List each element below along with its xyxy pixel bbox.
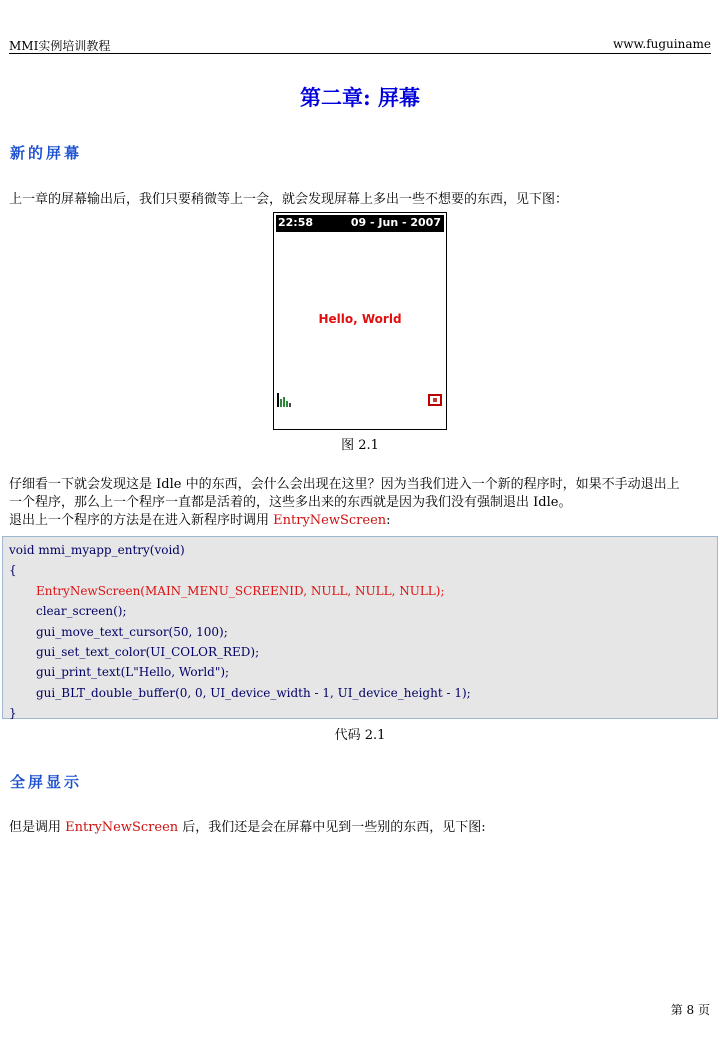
code-line: } <box>9 706 17 721</box>
code-line: { <box>9 563 17 578</box>
phone-screen <box>276 215 444 427</box>
exit-method-text: 退出上一个程序的方法是在进入新程序时调用 <box>9 513 274 528</box>
phone-hello-text: Hello, World <box>318 312 402 326</box>
function-name-entrynewscreen: EntryNewScreen <box>65 820 179 835</box>
header-website: www.fuguiname <box>613 37 711 51</box>
battery-icon <box>428 394 442 406</box>
exit-method-colon: : <box>386 513 391 528</box>
code-caption: 代码 2.1 <box>334 728 386 743</box>
section-heading-full-screen: 全屏显示 <box>10 773 83 791</box>
paragraph-exit-method <box>9 512 713 530</box>
paragraph-explanation <box>9 476 713 530</box>
page-number: 第 8 页 <box>670 1003 710 1017</box>
code-line: gui_print_text(L"Hello, World"); <box>36 665 230 680</box>
code-line: clear_screen(); <box>36 604 127 619</box>
phone-date: 09 - Jun - 2007 <box>350 216 441 229</box>
code-block <box>2 536 718 719</box>
page-header <box>9 37 711 54</box>
section-heading-new-screen: 新的屏幕 <box>10 144 83 162</box>
paragraph-explanation-line1: 仔细看一下就会发现这是 Idle 中的东西，会什么会出现在这里？因为当我们进入一个新的程序时，如果不手动退出上 <box>9 477 680 492</box>
phone-screenshot-figure <box>273 212 447 430</box>
paragraph-explanation-line2: 一个程序，那么上一个程序一直都是活着的，这些多出来的东西就是因为我们没有强制退出 Idle。 <box>9 495 572 510</box>
header-title: MMI实例培训教程 <box>9 39 111 53</box>
code-line-highlighted: EntryNewScreen(MAIN_MENU_SCREENID, NULL, NULL, NULL); <box>36 583 445 598</box>
full-screen-text-a: 但是调用 <box>9 820 66 835</box>
code-line: void mmi_myapp_entry(void) <box>9 543 185 557</box>
signal-icon <box>277 393 295 407</box>
full-screen-text-b: 后，我们还是会在屏幕中见到一些别的东西，见下图: <box>178 820 486 835</box>
phone-time: 22:58 <box>278 216 314 229</box>
phone-status-bar <box>276 215 444 232</box>
function-name-entrynewscreen: EntryNewScreen <box>273 513 387 528</box>
paragraph-full-screen <box>9 819 713 837</box>
code-line: gui_move_text_cursor(50, 100); <box>36 624 228 639</box>
paragraph-intro: 上一章的屏幕输出后，我们只要稍微等上一会，就会发现屏幕上多出一些不想要的东西，见下图： <box>9 192 569 207</box>
code-line: gui_BLT_double_buffer(0, 0, UI_device_width - 1, UI_device_height - 1); <box>36 685 471 700</box>
chapter-title: 第二章: 屏幕 <box>299 85 421 110</box>
code-line: gui_set_text_color(UI_COLOR_RED); <box>36 645 260 660</box>
figure-caption: 图 2.1 <box>341 438 379 453</box>
